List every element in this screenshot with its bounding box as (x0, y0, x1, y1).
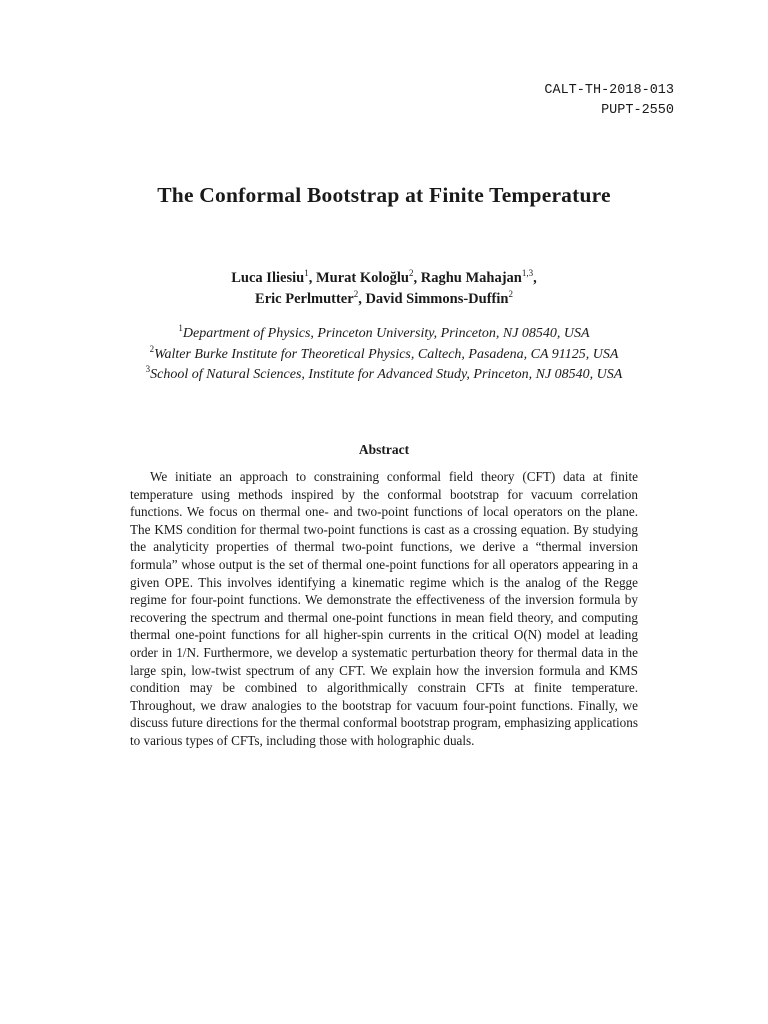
author-affiliation-mark: 1 (304, 268, 309, 278)
report-number: PUPT-2550 (601, 103, 674, 118)
author-line: Luca Iliesiu$^1$, Murat Koloğlu$^2$, Raghu Mahajan$^{1,3}$, (231, 268, 537, 286)
report-numbers (544, 81, 674, 121)
report-number: CALT-TH-2018-013 (544, 83, 674, 98)
author-name: Luca Iliesiu (231, 270, 305, 286)
affiliation-number: 3 (145, 364, 151, 374)
affiliation-number: 2 (149, 343, 155, 354)
affiliation (0, 345, 768, 366)
affiliation-text: School of Natural Sciences, Institute for Advanced Study, Princeton, NJ 08540, USA (150, 367, 623, 382)
affiliation-text: Department of Physics, Princeton University, Princeton, NJ 08540, USA (182, 326, 590, 341)
author-line: Eric Perlmutter$^2$, David Simmons-Duffin$^2$ (255, 289, 513, 307)
author-list (0, 268, 768, 310)
affiliation-list (0, 324, 768, 386)
author-name: Raghu Mahajan (420, 270, 522, 286)
author-name: Murat Koloğlu (315, 270, 409, 286)
author-affiliation-mark: 1,3 (521, 268, 534, 278)
paper-title: The Conformal Bootstrap at Finite Temperature (157, 183, 611, 207)
affiliation-text: Walter Burke Institute for Theoretical Physics, Caltech, Pasadena, CA 91125, USA (154, 346, 619, 362)
author-name: Eric Perlmutter (255, 291, 354, 307)
affiliation (0, 324, 768, 345)
abstract-body (130, 468, 638, 750)
affiliation (0, 365, 768, 386)
author-affiliation-mark: 2 (353, 289, 359, 299)
affiliation-number: 1 (178, 323, 183, 333)
author-name: David Simmons-Duffin (365, 291, 509, 307)
author-affiliation-mark: 2 (408, 268, 414, 278)
abstract-heading: Abstract (358, 442, 410, 457)
author-affiliation-mark: 2 (508, 289, 513, 299)
abstract-paragraph: We initiate an approach to constraining conformal field theory (CFT) data at finite temperature using methods inspired by the conformal bootstrap for vacuum correlation functions. We focus on thermal one- and two-point functions of local operators on the plane. The KMS condition for thermal two-point functions is cast as a crossing equation. By studying the analyticity properties of thermal two-point functions, we derive a “thermal inversion formula” whose output is the set of thermal one-point functions for all operators appearing in a given OPE. This involves identifying a kinematic regime which is the analog of the Regge regime for four-point functions. We demonstrate the effectiveness of the inversion formula by recovering the spectrum and thermal one-point functions in mean field theory, and computing thermal one-point functions for all higher-spin currents in the critical O(N) model at leading order in 1/N. Furthermore, we develop a systematic perturbation theory for thermal data in the large spin, low-twist spectrum of any CFT. We explain how the inversion formula and KMS condition may be combined to algorithmically constrain CFTs at finite temperature. Throughout, we draw analogies to the bootstrap for vacuum four-point functions. Finally, we discuss future directions for the thermal conformal bootstrap program, emphasizing applications to various types of CFTs, including those with holographic duals. (130, 469, 638, 748)
